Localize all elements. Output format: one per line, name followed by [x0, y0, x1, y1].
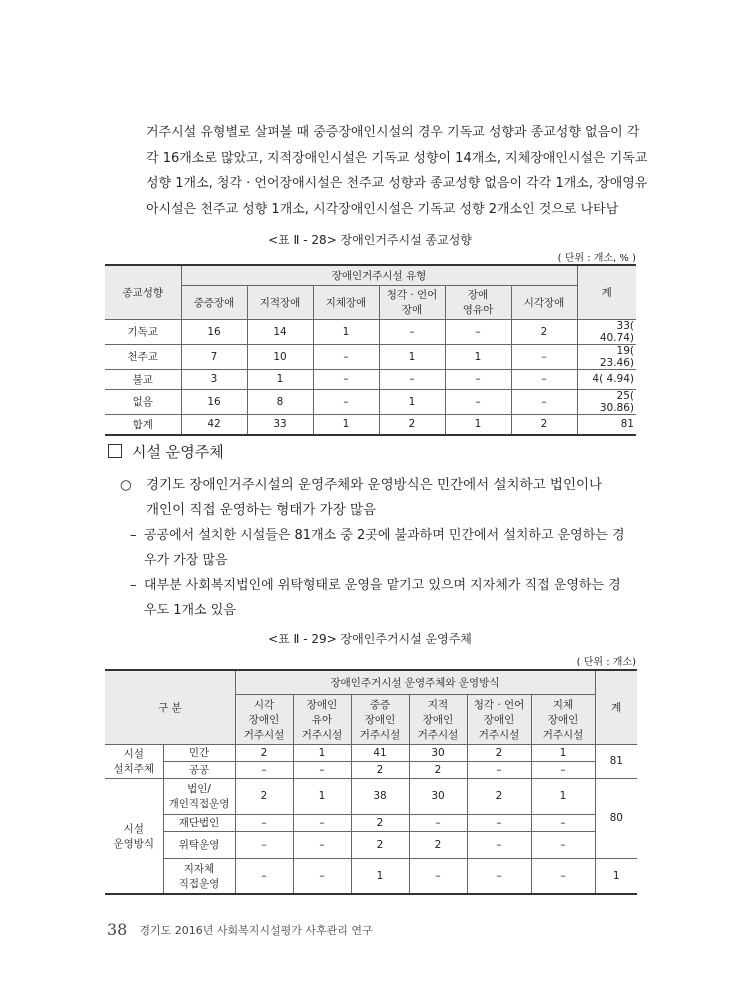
table2-group-label: 시설 설치주체 [105, 744, 163, 778]
table2-cell: – [293, 858, 351, 894]
intro-line: 각 16개소로 많았고, 지적장애인시설은 기독교 성향이 14개소, 지체장애인시설은 기독교 [146, 150, 648, 166]
table2-cell: – [467, 814, 531, 831]
table2-cell: 2 [467, 778, 531, 814]
table2-cell: 1 [293, 778, 351, 814]
table-row [105, 744, 637, 761]
table1-cell: – [511, 389, 577, 414]
table2-cell: 1 [531, 744, 595, 761]
table2-column-header: 지적 장애인 거주시설 [409, 694, 467, 744]
table2-column-header: 장애인 유아 거주시설 [293, 694, 351, 744]
dash-line: 우가 가장 많음 [144, 553, 228, 568]
table1-cell: 8 [247, 389, 313, 414]
table1-row-label: 없음 [105, 389, 181, 414]
table2-corner: 구 분 [105, 670, 235, 744]
table1-column-header: 장애 영유아 [445, 285, 511, 319]
table2-cell: – [409, 814, 467, 831]
table2-row-label: 법인/ 개인직접운영 [163, 778, 235, 814]
table1-column-header: 지체장애 [313, 285, 379, 319]
table1-unit: ( 단위 : 개소, % ) [557, 253, 636, 264]
dash-line: 우도 1개소 있음 [144, 603, 236, 618]
table1-cell: 14 [247, 319, 313, 344]
table-row [105, 814, 637, 831]
table2-cell: – [293, 831, 351, 858]
table2-cell: 2 [351, 814, 409, 831]
table2-group-label: 시설 운영방식 [105, 778, 163, 894]
table2-cell: – [531, 761, 595, 778]
table1-cell: 16 [181, 319, 247, 344]
table1-cell: 16 [181, 389, 247, 414]
table1-total-cell: 33( 40.74) [577, 319, 636, 344]
table2-cell: 2 [409, 831, 467, 858]
table-row [105, 761, 637, 778]
table1-cell: 2 [511, 414, 577, 435]
table2-cell: – [467, 761, 531, 778]
table1-cell: – [445, 389, 511, 414]
table-row [105, 414, 636, 435]
section-title: 시설 운영주체 [132, 443, 224, 461]
table2-column-header: 시각 장애인 거주시설 [235, 694, 293, 744]
table2-cell: 2 [467, 744, 531, 761]
table1-cell: 1 [247, 369, 313, 389]
table1-cell: 42 [181, 414, 247, 435]
table-row [105, 858, 637, 894]
table1-cell: – [511, 344, 577, 369]
dash-mark: – [130, 578, 137, 593]
table1-column-header: 시각장애 [511, 285, 577, 319]
table2-caption: <표 Ⅱ - 29> 장애인주거시설 운영주체 [268, 632, 472, 646]
table2-cell: 2 [409, 761, 467, 778]
table2-cell: 30 [409, 778, 467, 814]
dash-item [130, 523, 640, 573]
bullet-item [120, 473, 640, 525]
table1-cell: – [313, 344, 379, 369]
table1-cell: – [445, 319, 511, 344]
table-row [105, 831, 637, 858]
table2-cell: – [531, 831, 595, 858]
table2-unit: ( 단위 : 개소) [576, 657, 636, 668]
table1-row-label: 불교 [105, 369, 181, 389]
table1-cell: 10 [247, 344, 313, 369]
table2-cell: – [467, 858, 531, 894]
table1-total-cell: 19( 23.46) [577, 344, 636, 369]
table2-cell: – [293, 761, 351, 778]
table2-cell: 30 [409, 744, 467, 761]
table1-cell: 1 [445, 344, 511, 369]
table1-cell: – [379, 319, 445, 344]
table-row [105, 778, 637, 814]
table2-cell: 41 [351, 744, 409, 761]
table1-cell: 1 [379, 344, 445, 369]
table2-total-cell: 1 [595, 858, 637, 894]
table1-cell: – [379, 369, 445, 389]
table2-operation [105, 669, 637, 895]
table2-cell: – [235, 814, 293, 831]
table2-cell: 1 [531, 778, 595, 814]
dash-mark: – [130, 528, 137, 543]
intro-line: 아시설은 천주교 성향 1개소, 시각장애인시설은 기독교 성향 2개소인 것으로 나타남 [146, 201, 619, 217]
table1-cell: – [313, 369, 379, 389]
table2-row-label: 재단법인 [163, 814, 235, 831]
table1-cell: 1 [379, 389, 445, 414]
table1-caption: <표 Ⅱ - 28> 장애인거주시설 종교성향 [268, 233, 472, 247]
table2-group-header: 장애인주거시설 운영주체와 운영방식 [235, 670, 595, 694]
table1-cell: 1 [313, 414, 379, 435]
table1-group-header: 장애인거주시설 유형 [181, 265, 577, 285]
table2-row-label: 민간 [163, 744, 235, 761]
table-row [105, 344, 636, 369]
table-row [105, 369, 636, 389]
table2-column-header: 지체 장애인 거주시설 [531, 694, 595, 744]
circle-bullet-icon: ○ [120, 477, 132, 493]
table1-cell: 33 [247, 414, 313, 435]
intro-paragraph [146, 120, 648, 222]
table2-row-label: 지자체 직접운영 [163, 858, 235, 894]
table1-cell: – [445, 369, 511, 389]
table2-cell: 2 [351, 761, 409, 778]
table2-column-header: 중증 장애인 거주시설 [351, 694, 409, 744]
table1-cell: 2 [511, 319, 577, 344]
table2-cell: – [531, 858, 595, 894]
table1-row-label: 천주교 [105, 344, 181, 369]
table1-total-header: 계 [577, 265, 636, 319]
table2-cell: – [235, 831, 293, 858]
table1-total-cell: 4( 4.94) [577, 369, 636, 389]
table1-row-label: 기독교 [105, 319, 181, 344]
table2-cell: – [235, 761, 293, 778]
table2-cell: 1 [293, 744, 351, 761]
checkbox-square-icon [108, 444, 122, 458]
table2-cell: – [409, 858, 467, 894]
table2-cell: – [467, 831, 531, 858]
bullet-line: 개인이 직접 운영하는 형태가 가장 많음 [146, 502, 377, 518]
table2-cell: 2 [235, 778, 293, 814]
table2-cell: – [531, 814, 595, 831]
table1-cell: 1 [313, 319, 379, 344]
dash-line: 공공에서 설치한 시설들은 81개소 중 2곳에 불과하며 민간에서 설치하고 운영하는 경 [144, 528, 625, 543]
table1-cell: – [511, 369, 577, 389]
intro-line: 거주시설 유형별로 살펴볼 때 중증장애인시설의 경우 기독교 성향과 종교성향 없음이 각 [146, 125, 640, 140]
table2-cell: 38 [351, 778, 409, 814]
table2-row-label: 공공 [163, 761, 235, 778]
table1-total-cell: 81 [577, 414, 636, 435]
page-number: 38 [107, 920, 128, 939]
footer-title: 경기도 2016년 사회복지시설평가 사후관리 연구 [139, 924, 373, 937]
section-heading [108, 441, 224, 462]
dash-line: 대부분 사회복지법인에 위탁형태로 운영을 맡기고 있으며 지자체가 직접 운영하는 경 [144, 578, 621, 593]
table1-column-header: 지적장애 [247, 285, 313, 319]
table2-total-header: 계 [595, 670, 637, 744]
intro-line: 성향 1개소, 청각 · 언어장애시설은 천주교 성향과 종교성향 없음이 각각 1개소, 장애영유 [146, 176, 648, 191]
table2-total-cell: 81 [595, 744, 637, 778]
table1-cell: – [313, 389, 379, 414]
table2-cell: 2 [235, 744, 293, 761]
table2-total-cell: 80 [595, 778, 637, 858]
table1-cell: 7 [181, 344, 247, 369]
table1-row-label: 합계 [105, 414, 181, 435]
table1-row-header: 종교성향 [105, 265, 181, 319]
table-row [105, 319, 636, 344]
table1-column-header: 청각 · 언어 장애 [379, 285, 445, 319]
table1-cell: 1 [445, 414, 511, 435]
table1-total-cell: 25( 30.86) [577, 389, 636, 414]
table2-column-header: 청각 · 언어 장애인 거주시설 [467, 694, 531, 744]
table1-cell: 2 [379, 414, 445, 435]
table1-column-header: 중증장애 [181, 285, 247, 319]
bullet-line: 경기도 장애인거주시설의 운영주체와 운영방식은 민간에서 설치하고 법인이나 [146, 477, 603, 493]
table1-religion [105, 264, 636, 436]
table2-cell: 1 [351, 858, 409, 894]
table-row [105, 389, 636, 414]
table1-cell: 3 [181, 369, 247, 389]
table2-cell: 2 [351, 831, 409, 858]
dash-item [130, 573, 640, 623]
table2-row-label: 위탁운영 [163, 831, 235, 858]
page-footer [107, 920, 373, 939]
table2-cell: – [293, 814, 351, 831]
table2-cell: – [235, 858, 293, 894]
